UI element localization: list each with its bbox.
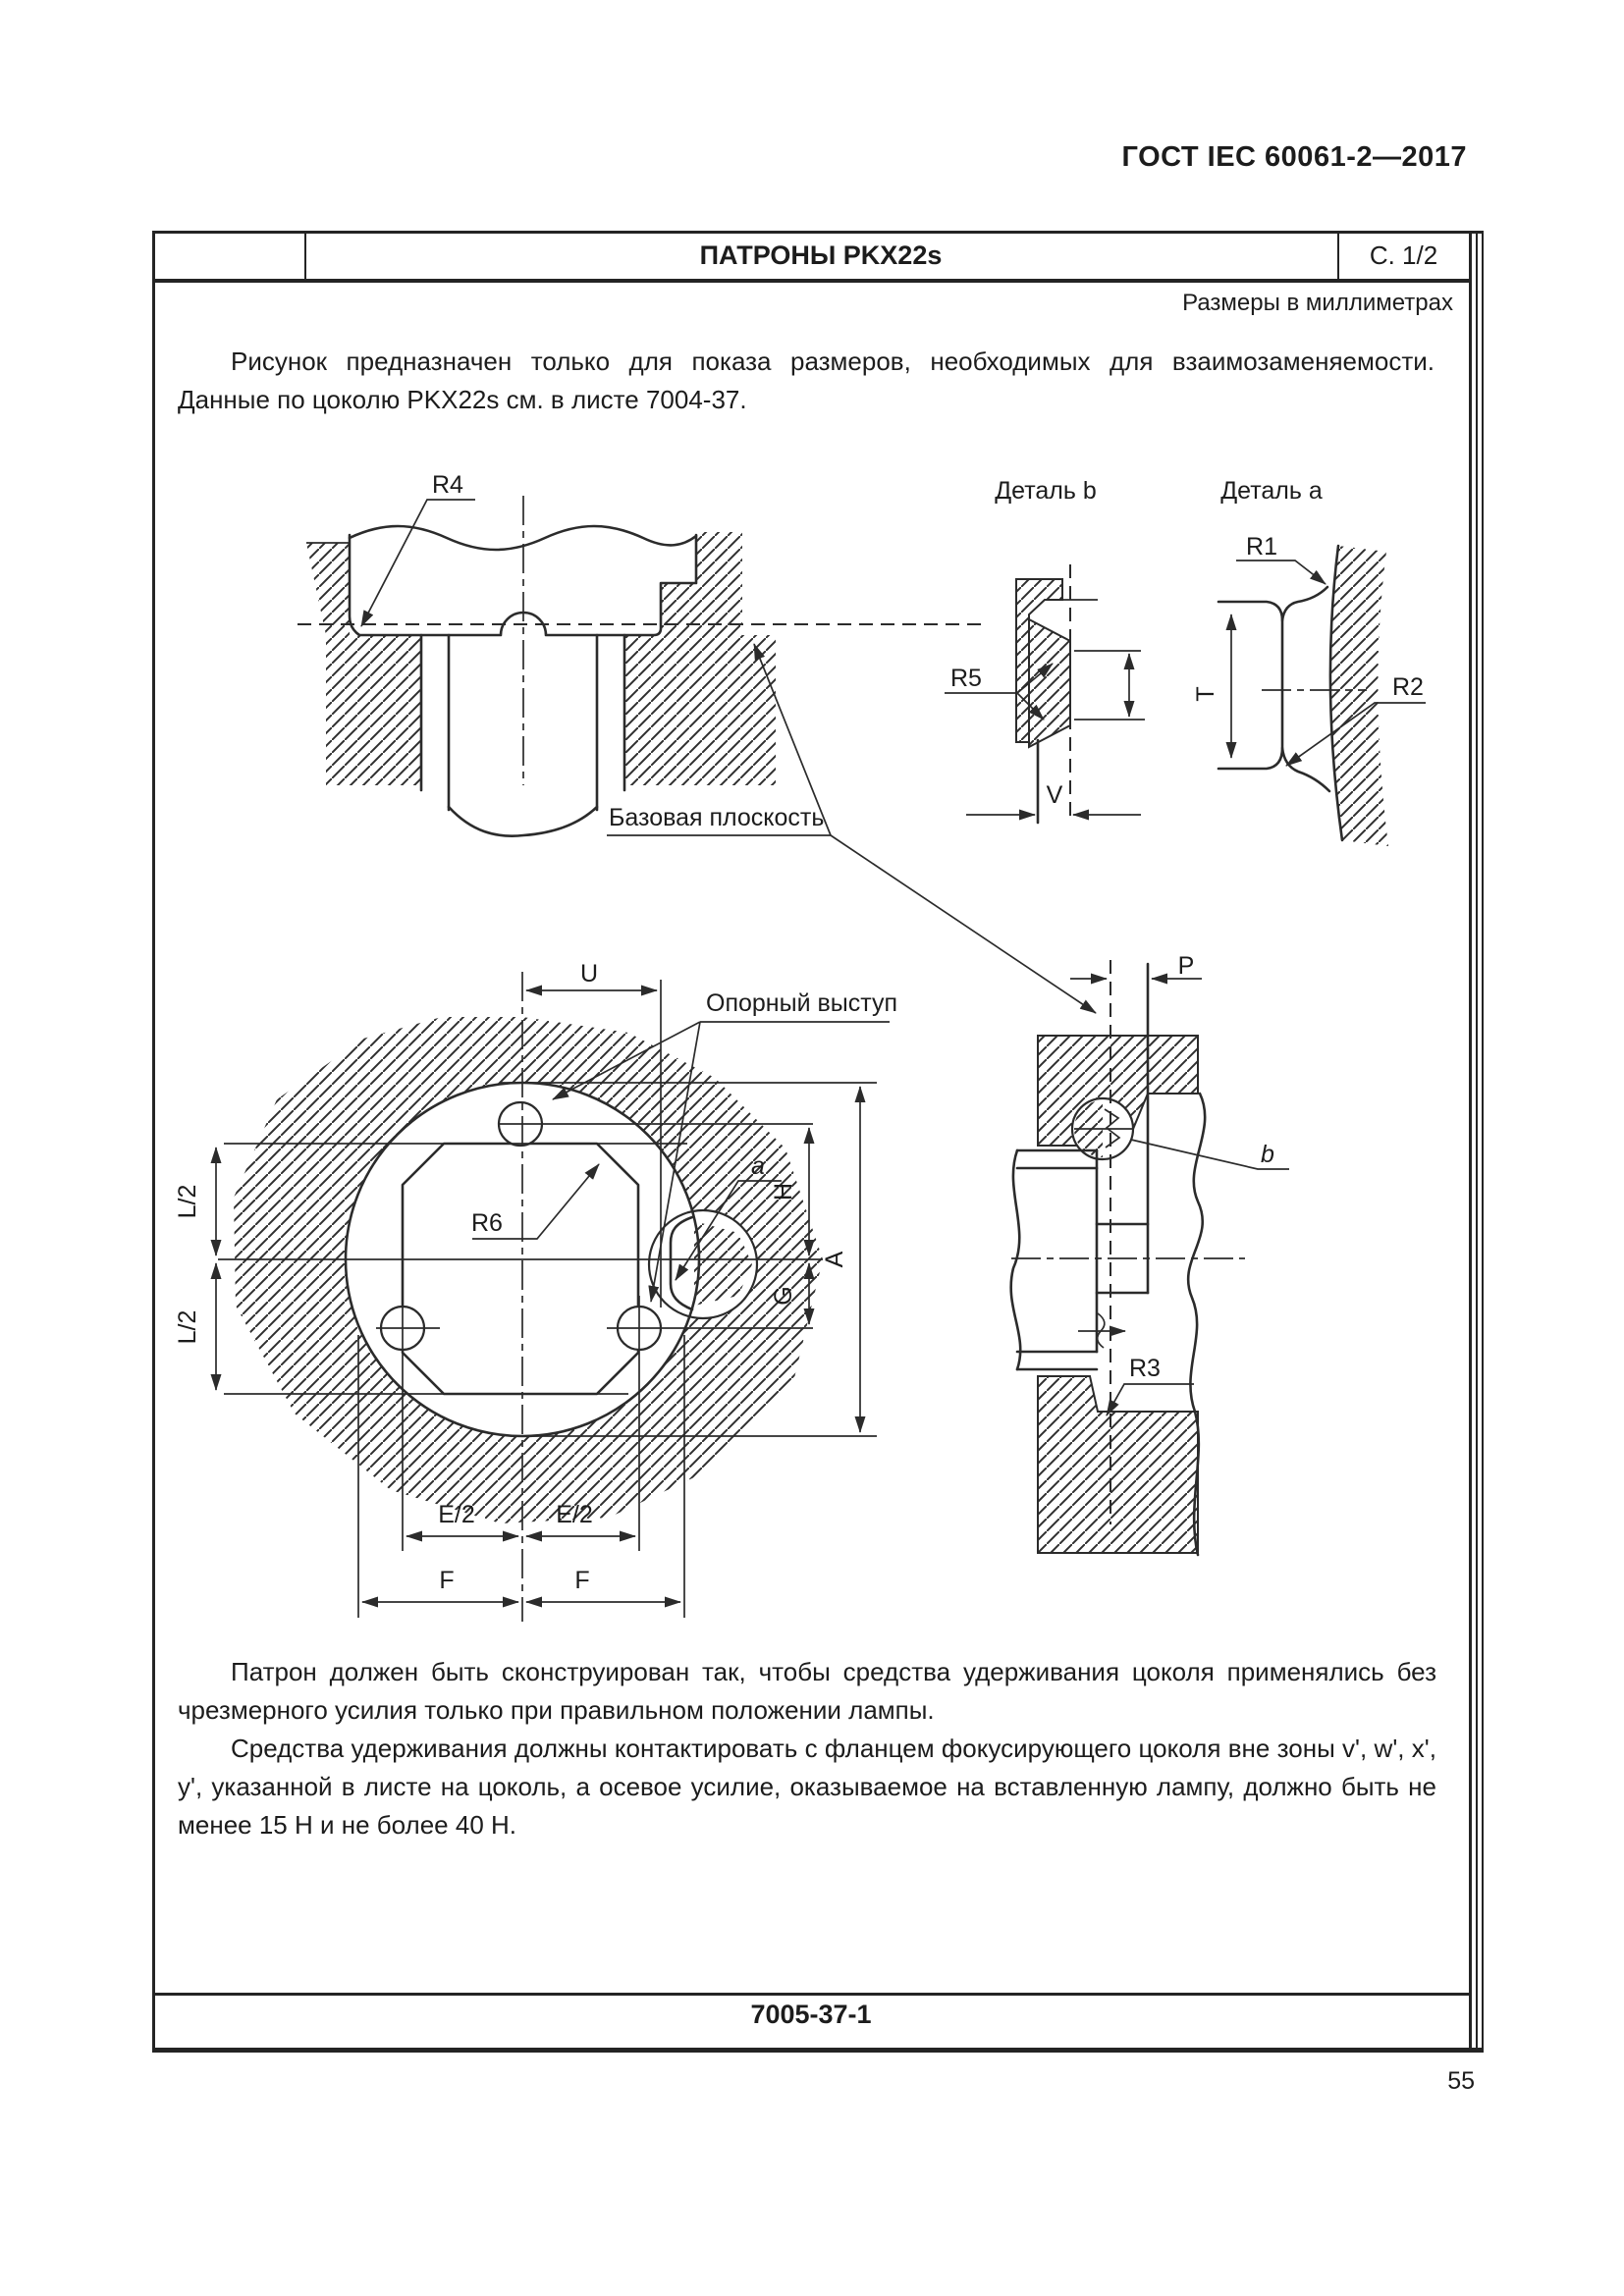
label-g: G <box>770 1286 797 1306</box>
label-f-left: F <box>439 1567 455 1594</box>
sheet-page-marker: С. 1/2 <box>1369 240 1438 270</box>
label-r1: R1 <box>1246 533 1277 561</box>
label-h: H <box>770 1182 797 1201</box>
label-base-plane: Базовая плоскость <box>609 804 825 831</box>
units-note: Размеры в миллиметрах <box>1182 290 1453 316</box>
sheet-title: ПАТРОНЫ PKX22s <box>699 240 943 270</box>
label-r3: R3 <box>1129 1355 1161 1382</box>
label-support-lug: Опорный выступ <box>706 989 897 1017</box>
label-detail-b: Деталь b <box>995 477 1097 505</box>
intro-paragraph: Рисунок предназначен только для показа размеров, необходимых для взаимозаменяемости. Данные по цоколю PKX22s см. в листе 7004-37. <box>178 347 1435 414</box>
label-l2-upper: L/2 <box>174 1184 201 1219</box>
label-e2-right: E/2 <box>556 1501 593 1528</box>
view-lamp-section <box>1011 952 1289 1555</box>
label-v: V <box>1046 781 1063 809</box>
label-p: P <box>1177 952 1195 980</box>
label-l2-lower: L/2 <box>174 1309 201 1345</box>
view-detail-b <box>945 477 1145 823</box>
label-r4: R4 <box>432 471 463 499</box>
label-a-dim: A <box>821 1251 848 1268</box>
view-detail-a <box>1192 477 1426 846</box>
label-u: U <box>579 960 599 988</box>
label-r2: R2 <box>1392 673 1424 701</box>
note-paragraph-1: Патрон должен быть сконструирован так, чтобы средства удерживания цоколя применялись без чрезмерного усилия только при правильном положении лампы. <box>178 1657 1436 1725</box>
label-f-right: F <box>574 1567 590 1594</box>
label-r6: R6 <box>471 1209 503 1237</box>
view-holder-front <box>174 960 897 1622</box>
label-t: T <box>1192 686 1219 702</box>
label-a-small: a <box>751 1152 765 1180</box>
notes-block <box>178 1653 1436 1844</box>
octagonal-opening <box>403 1144 638 1394</box>
label-e2-left: E/2 <box>438 1501 475 1528</box>
label-r5: R5 <box>950 665 982 692</box>
label-b-small: b <box>1261 1141 1274 1168</box>
note-paragraph-2: Средства удерживания должны контактировать с фланцем фокусирующего цоколя вне зоны v', w', x', y', указанной в листе на цоколь, а осевое усилие, оказываемое на вставленную лампу, должно быть не менее 15 Н и не более 40 Н. <box>178 1734 1436 1840</box>
view-holder-section <box>298 471 982 836</box>
sheet-number: 7005-37-1 <box>750 2000 872 2029</box>
standard-reference: ГОСТ IEC 60061-2—2017 <box>1121 141 1467 173</box>
page-number: 55 <box>1447 2067 1475 2095</box>
label-detail-a: Деталь a <box>1220 477 1323 505</box>
